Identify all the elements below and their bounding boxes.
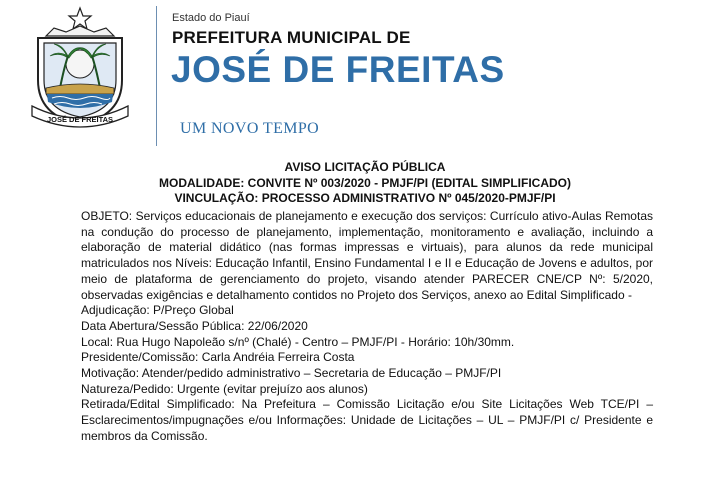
notice-titles — [80, 160, 650, 207]
notice-object: OBJETO: Serviços educacionais de planejamento e execução dos serviços: Currículo ativo-Aulas Remotas na condução do processo de planejamento, implementação, monitoramento e avaliação, incluindo a elaboração de material didático (nas formas impressas e virtuais), para alunos da rede municipal matriculados nos Níveis: Educação Infantil, Ensino Fundamental I e II e Educação de Jovens e adultos, por meio de plataforma de gerenciamento do projeto, visando atender PARECER CNE/CP Nº: 5/2020, observadas exigências e detalhamento contidos no Projeto dos Serviços, anexo ao Edital Simplificado - — [81, 209, 653, 302]
crest-caption: JOSÉ DE FREITAS — [46, 115, 114, 124]
notice-adjudication: Adjudicação: P/Preço Global — [81, 303, 234, 318]
notice-body — [81, 209, 653, 445]
municipal-coat-of-arms — [24, 6, 136, 134]
notice-title: AVISO LICITAÇÃO PÚBLICA — [284, 160, 446, 174]
motto: UM NOVO TEMPO — [180, 120, 320, 137]
header-divider — [156, 6, 157, 146]
prefecture-heading: PREFEITURA MUNICIPAL DE — [172, 28, 411, 47]
notice-withdrawal: Retirada/Edital Simplificado: Na Prefeitura – Comissão Licitação e/ou Site Licitações Web TCE/PI – Esclarecimentos/impugnações e/ou Informações: Unidade de Licitações – UL – PMJF/PI c/ Presidente e membros da Comissão. — [81, 397, 653, 443]
notice-commission: Presidente/Comissão: Carla Andréia Ferreira Costa — [81, 350, 355, 365]
document-header — [0, 0, 709, 140]
city-name: JOSÉ DE FREITAS — [171, 49, 505, 90]
notice-binding: VINCULAÇÃO: PROCESSO ADMINISTRATIVO Nº 045/2020-PMJF/PI — [174, 191, 556, 205]
notice-motivation: Motivação: Atender/pedido administrativo – Secretaria de Educação – PMJF/PI — [81, 366, 502, 381]
notice-modality: MODALIDADE: CONVITE Nº 003/2020 - PMJF/PI (EDITAL SIMPLIFICADO) — [159, 175, 571, 190]
notice-location: Local: Rua Hugo Napoleão s/nº (Chalé) - Centro – PMJF/PI - Horário: 10h/30mm. — [81, 334, 515, 349]
state-name: Estado do Piauí — [172, 12, 250, 24]
notice-nature: Natureza/Pedido: Urgente (evitar prejuízo aos alunos) — [81, 381, 368, 396]
notice-opening-date: Data Abertura/Sessão Pública: 22/06/2020 — [81, 318, 308, 333]
